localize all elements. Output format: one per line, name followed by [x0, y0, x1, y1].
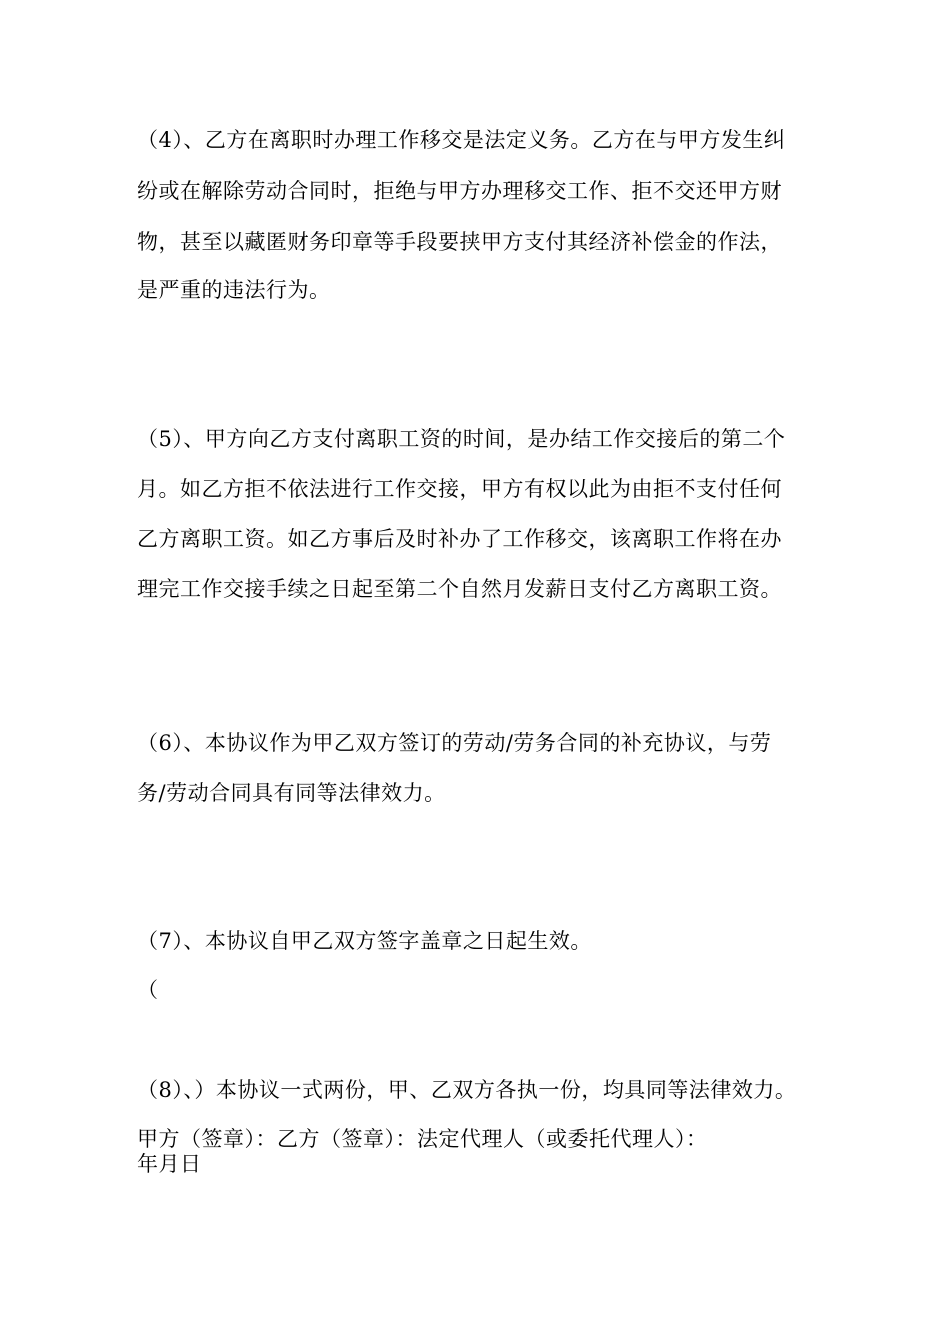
paragraph-4-line-3: 物，甚至以藏匿财务印章等手段要挟甲方支付其经济补偿金的作法，	[137, 230, 782, 254]
date-line: 年月日	[137, 1152, 202, 1176]
paragraph-7-line-1: （7）、本协议自甲乙双方签字盖章之日起生效。	[137, 929, 592, 953]
paragraph-6-line-1: （6）、本协议作为甲乙双方签订的劳动/劳务合同的补充协议，与劳	[137, 731, 772, 755]
signature-line: 甲方（签章）：乙方（签章）：法定代理人（或委托代理人）：	[137, 1127, 708, 1151]
paragraph-5-line-3: 乙方离职工资。如乙方事后及时补办了工作移交，该离职工作将在办	[137, 527, 782, 551]
paragraph-4-line-4: 是严重的违法行为。	[137, 278, 331, 302]
paragraph-4-line-1: （4）、乙方在离职时办理工作移交是法定义务。乙方在与甲方发生纠	[137, 128, 786, 152]
paragraph-4-line-2: 纷或在解除劳动合同时，拒绝与甲方办理移交工作、拒不交还甲方财	[137, 179, 782, 203]
paragraph-5-line-2: 月。如乙方拒不依法进行工作交接，甲方有权以此为由拒不支付任何	[137, 477, 782, 501]
paragraph-7-line-2: （	[137, 978, 159, 1002]
paragraph-6-line-2: 务/劳动合同具有同等法律效力。	[137, 781, 446, 805]
paragraph-5-line-4: 理完工作交接手续之日起至第二个自然月发薪日支付乙方离职工资。	[137, 577, 782, 601]
paragraph-8-line-1: （8）、）本协议一式两份，甲、乙双方各执一份，均具同等法律效力。	[137, 1078, 797, 1102]
paragraph-5-line-1: （5）、甲方向乙方支付离职工资的时间，是办结工作交接后的第二个	[137, 427, 786, 451]
